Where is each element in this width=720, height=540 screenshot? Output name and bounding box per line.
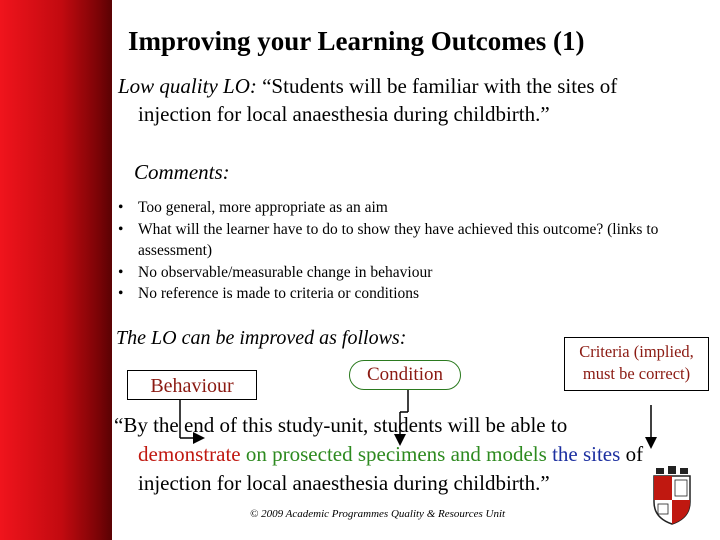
bullet-icon: • [118, 285, 124, 302]
condition-label-box: Condition [349, 360, 461, 390]
list-item: • Too general, more appropriate as an aim [118, 197, 713, 219]
criteria-label-line1: Criteria (implied, [579, 342, 694, 361]
list-item: • What will the learner have to do to show they have achieved this outcome? (links to assessment) [118, 220, 659, 259]
university-crest-icon [650, 466, 694, 526]
comments-list [118, 197, 713, 305]
footer-copyright: © 2009 Academic Programmes Quality & Resources Unit [250, 508, 506, 520]
low-quality-quote-start: “Students will be familiar with the sites of [262, 74, 618, 98]
improved-lo [114, 411, 720, 498]
list-item: • No observable/measurable change in behaviour [118, 262, 713, 284]
low-quality-label: Low quality LO: [118, 74, 257, 98]
criteria-label-line2: must be correct) [582, 364, 691, 383]
decorative-sidebar [0, 0, 112, 540]
low-quality-lo [118, 72, 708, 128]
bullet-icon: • [118, 220, 124, 238]
list-item: • No reference is made to criteria or conditions [118, 283, 713, 305]
criteria-phrase: the sites [552, 442, 621, 466]
improved-line1: “By the end of this study-unit, students will be able to [114, 413, 568, 437]
improved-line2-tail: of [625, 442, 644, 466]
improved-line2 [114, 440, 720, 469]
improved-line3: injection for local anaesthesia during childbirth.” [138, 471, 550, 495]
bullet-icon: • [118, 263, 124, 281]
slide-title: Improving your Learning Outcomes (1) [128, 26, 585, 56]
improve-label: The LO can be improved as follows: [116, 327, 407, 349]
bullet-icon: • [118, 199, 124, 216]
behaviour-label-box: Behaviour [127, 370, 257, 400]
low-quality-line1 [118, 72, 708, 100]
comments-label: Comments: [134, 160, 230, 184]
criteria-label-box [564, 337, 709, 391]
low-quality-line2: injection for local anaesthesia during childbirth.” [138, 102, 550, 126]
behaviour-verb: demonstrate [138, 442, 241, 466]
condition-phrase: on prosected specimens and models [245, 442, 547, 466]
